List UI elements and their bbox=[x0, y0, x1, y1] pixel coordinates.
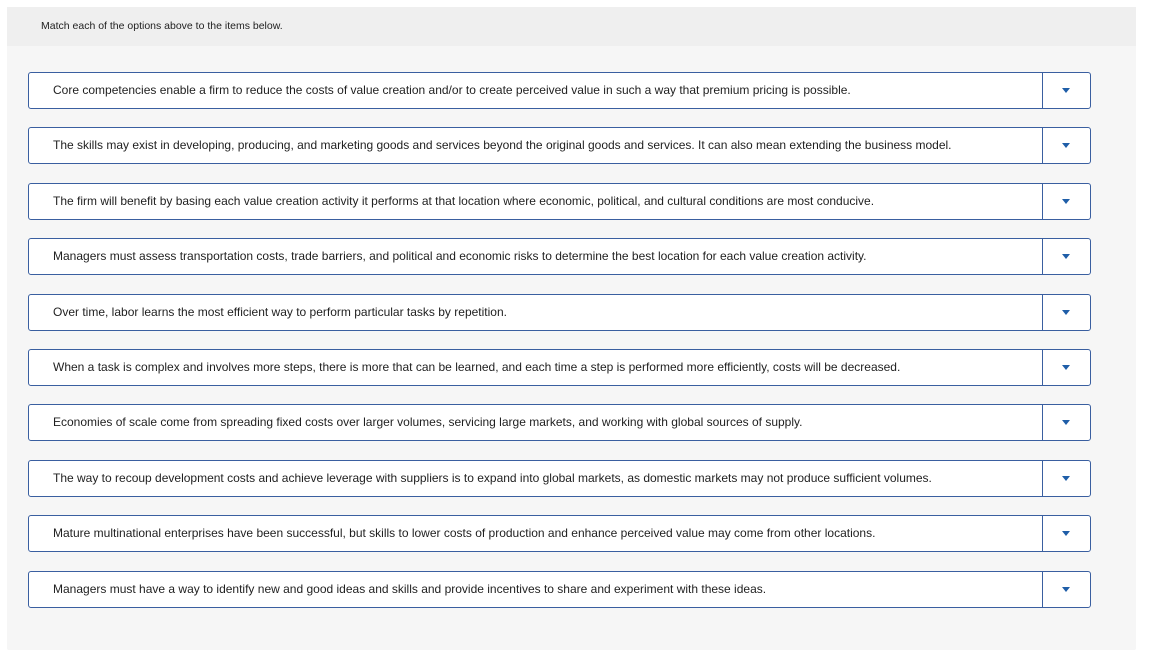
chevron-down-icon bbox=[1062, 420, 1070, 425]
match-item-text: Core competencies enable a firm to reduce the costs of value creation and/or to create perceived value in such a way that premium pricing is possible. bbox=[53, 83, 851, 97]
match-dropdown[interactable] bbox=[1042, 461, 1090, 496]
match-item bbox=[28, 515, 1091, 552]
match-item bbox=[28, 72, 1091, 109]
match-dropdown[interactable] bbox=[1042, 572, 1090, 607]
match-dropdown[interactable] bbox=[1042, 516, 1090, 551]
chevron-down-icon bbox=[1062, 365, 1070, 370]
match-dropdown[interactable] bbox=[1042, 350, 1090, 385]
match-item-text: Economies of scale come from spreading fixed costs over larger volumes, servicing large markets, and working with global sources of supply. bbox=[53, 415, 803, 430]
match-item bbox=[28, 127, 1091, 164]
match-item-text: The skills may exist in developing, producing, and marketing goods and services beyond the original goods and services. It can also mean extending the business model. bbox=[53, 138, 952, 153]
chevron-down-icon bbox=[1062, 254, 1070, 259]
match-item-text: Over time, labor learns the most efficient way to perform particular tasks by repetition. bbox=[53, 304, 507, 319]
chevron-down-icon bbox=[1062, 88, 1070, 93]
chevron-down-icon bbox=[1062, 143, 1070, 148]
match-dropdown[interactable] bbox=[1042, 295, 1090, 330]
match-item bbox=[28, 183, 1091, 220]
instruction-bar bbox=[7, 7, 1136, 46]
match-item-text: Managers must assess transportation costs, trade barriers, and political and economic risks to determine the best location for each value creation activity. bbox=[53, 249, 867, 264]
match-item-list bbox=[28, 72, 1091, 626]
chevron-down-icon bbox=[1062, 199, 1070, 204]
match-dropdown[interactable] bbox=[1042, 73, 1090, 108]
match-item-text: Managers must have a way to identify new and good ideas and skills and provide incentives to share and experiment with these ideas. bbox=[53, 581, 767, 596]
chevron-down-icon bbox=[1062, 476, 1070, 481]
match-dropdown[interactable] bbox=[1042, 239, 1090, 274]
match-item bbox=[28, 460, 1091, 497]
matching-question-panel bbox=[7, 7, 1136, 650]
match-item bbox=[28, 294, 1091, 331]
match-item-text: Mature multinational enterprises have been successful, but skills to lower costs of production and enhance perceived value may come from other locations. bbox=[53, 526, 876, 541]
chevron-down-icon bbox=[1062, 587, 1070, 592]
chevron-down-icon bbox=[1062, 310, 1070, 315]
match-item bbox=[28, 571, 1091, 608]
instruction-text: Match each of the options above to the items below. bbox=[41, 20, 283, 32]
match-dropdown[interactable] bbox=[1042, 405, 1090, 440]
match-item-text: The way to recoup development costs and achieve leverage with suppliers is to expand into global markets, as domestic markets may not produce sufficient volumes. bbox=[53, 470, 932, 485]
match-item bbox=[28, 404, 1091, 441]
match-item-text: When a task is complex and involves more steps, there is more that can be learned, and each time a step is performed more efficiently, costs will be decreased. bbox=[53, 359, 901, 374]
chevron-down-icon bbox=[1062, 531, 1070, 536]
match-item-text: The firm will benefit by basing each value creation activity it performs at that location where economic, political, and cultural conditions are most conducive. bbox=[53, 193, 875, 208]
match-dropdown[interactable] bbox=[1042, 128, 1090, 163]
match-item bbox=[28, 238, 1091, 275]
match-dropdown[interactable] bbox=[1042, 184, 1090, 219]
match-item bbox=[28, 349, 1091, 386]
